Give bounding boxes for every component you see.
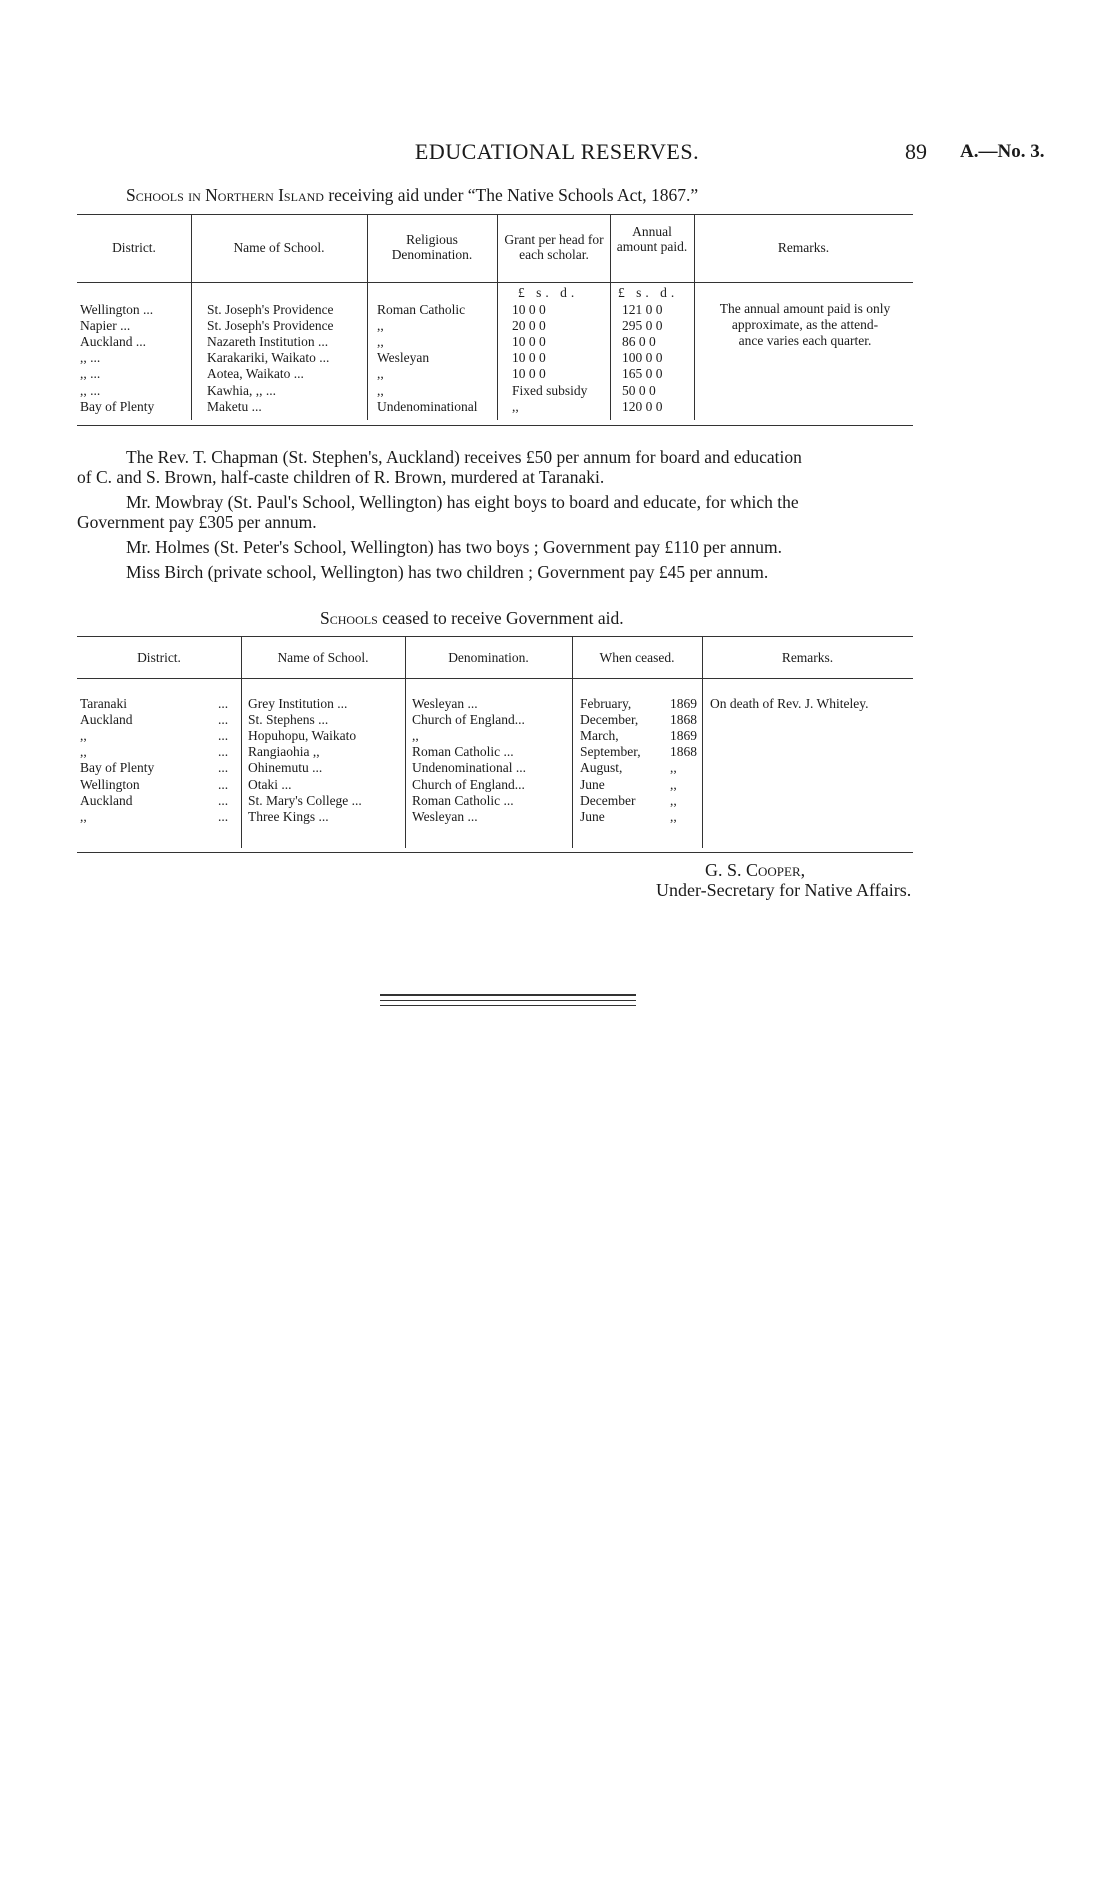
table1-cell-religion: Roman Catholic bbox=[377, 302, 466, 317]
table1-cell-religion: ,, bbox=[377, 334, 384, 350]
table2-cell-d-dots: ... bbox=[218, 776, 229, 792]
table2-cell-when-month: December, bbox=[580, 712, 639, 728]
table1-remarks-line: approximate, as the attend- bbox=[731, 317, 879, 332]
running-title: EDUCATIONAL RESERVES. bbox=[414, 139, 700, 164]
table1-cell-name: Kawhia, ,, ... bbox=[207, 382, 276, 398]
table1-caption bbox=[126, 185, 698, 206]
table2-col-divider bbox=[702, 636, 703, 848]
table2-col-divider bbox=[405, 636, 406, 848]
table1-cell-religion: ,, bbox=[377, 318, 384, 334]
table2-cell-d-dots: ... bbox=[218, 696, 229, 711]
table2-cell-remarks: On death of Rev. J. Whiteley. bbox=[710, 696, 869, 711]
table2-caption bbox=[320, 608, 624, 629]
table1-cell-religion: Undenominational bbox=[377, 398, 478, 414]
table2-cell-name: Rangiaohia ,, bbox=[248, 744, 320, 760]
table2-cell-district: ,, bbox=[80, 728, 87, 744]
table2-cell-district: ,, bbox=[80, 744, 87, 760]
table2-cell-when-year: 1868 bbox=[670, 712, 697, 728]
table1-cell-name: Karakariki, Waikato ... bbox=[207, 350, 330, 366]
table2-header-rule bbox=[77, 678, 913, 679]
table1-cell-annual: 120 0 0 bbox=[622, 398, 663, 414]
table1-cell-annual: 100 0 0 bbox=[622, 350, 663, 366]
table1-cell-grant: 10 0 0 bbox=[512, 350, 546, 366]
table2-cell-when-month: June bbox=[580, 808, 605, 824]
table1-cell-grant: 20 0 0 bbox=[512, 318, 546, 334]
table2-cell-name: St. Stephens ... bbox=[248, 712, 329, 728]
page-number: 89 bbox=[905, 139, 927, 164]
table1-cell-name: Nazareth Institution ... bbox=[207, 334, 329, 350]
table1-top-rule bbox=[77, 214, 913, 215]
table2-cell-d-dots: ... bbox=[218, 808, 229, 824]
table2-cell-district: Auckland bbox=[80, 712, 133, 728]
table2-cell-denomination: ,, bbox=[412, 728, 419, 744]
table1-caption-lead: Schools in Northern Island bbox=[126, 185, 324, 205]
table2-cell-when-month: September, bbox=[580, 744, 641, 760]
table2-cell-denomination: Roman Catholic ... bbox=[412, 792, 514, 808]
table2-cell-when-year: 1868 bbox=[670, 744, 697, 760]
paragraph-holmes: Mr. Holmes (St. Peter's School, Wellington) has two boys ; Government pay £110 per annum. bbox=[126, 537, 782, 557]
table1-header-annual: Annual amount paid. bbox=[616, 224, 688, 254]
table2-cell-when-year: 1869 bbox=[670, 728, 697, 744]
table2-cell-when-year: ,, bbox=[670, 776, 677, 792]
table2-top-rule bbox=[77, 636, 913, 637]
table1-cell-name: St. Joseph's Providence bbox=[207, 302, 334, 317]
table2-cell-d-dots: ... bbox=[218, 744, 229, 760]
paragraph-mowbray-line1: Mr. Mowbray (St. Paul's School, Wellington) has eight boys to board and educate, for which the bbox=[126, 492, 799, 512]
table1-cell-district: Napier ... bbox=[80, 318, 131, 334]
table1-header-remarks: Remarks. bbox=[777, 240, 830, 255]
table1-header-district: District. bbox=[112, 240, 156, 255]
table2-col-divider bbox=[572, 636, 573, 848]
table1-cell-name: Aotea, Waikato ... bbox=[207, 366, 304, 382]
table2-cell-name: Grey Institution ... bbox=[248, 696, 348, 711]
table1-cell-grant: Fixed subsidy bbox=[512, 382, 588, 398]
table2-cell-name: Three Kings ... bbox=[248, 808, 329, 824]
table2-header-when: When ceased. bbox=[599, 650, 675, 665]
table2-header-district: District. bbox=[137, 650, 181, 665]
table2-bottom-rule bbox=[77, 852, 913, 853]
table2-caption-lead: Schools bbox=[320, 608, 378, 628]
table1-grant-units: £ s. d. bbox=[518, 285, 579, 300]
table1-header-religion: Religious Denomination. bbox=[391, 232, 473, 262]
table1-cell-annual: 50 0 0 bbox=[622, 382, 656, 398]
paragraph-chapman-line2: of C. and S. Brown, half-caste children of R. Brown, murdered at Taranaki. bbox=[77, 467, 605, 487]
table1-cell-annual: 121 0 0 bbox=[622, 302, 663, 317]
table2-cell-name: Hopuhopu, Waikato bbox=[248, 728, 357, 744]
table1-cell-name: Maketu ... bbox=[207, 398, 262, 414]
signature-name: G. S. Cooper, bbox=[705, 860, 806, 880]
table1-annual-units: £ s. d. bbox=[618, 285, 679, 300]
table2-cell-d-dots: ... bbox=[218, 712, 229, 728]
table2-cell-denomination: Roman Catholic ... bbox=[412, 744, 514, 760]
table2-cell-when-year: 1869 bbox=[670, 696, 697, 711]
table2-cell-denomination: Wesleyan ... bbox=[412, 696, 478, 711]
table1-cell-district: Bay of Plenty bbox=[80, 398, 155, 414]
table2-cell-when-month: August, bbox=[580, 760, 623, 776]
closing-rule bbox=[380, 994, 636, 996]
table2-cell-when-year: ,, bbox=[670, 792, 677, 808]
table2-header-name: Name of School. bbox=[277, 650, 369, 665]
table2-cell-denomination: Undenominational ... bbox=[412, 760, 526, 776]
table2-col-divider bbox=[241, 636, 242, 848]
table2-cell-when-year: ,, bbox=[670, 808, 677, 824]
table2-cell-when-month: March, bbox=[580, 728, 619, 744]
table2-header-denomination: Denomination. bbox=[448, 650, 529, 665]
table1-cell-grant: 10 0 0 bbox=[512, 302, 546, 317]
table1-cell-district: ,, ... bbox=[80, 350, 101, 366]
closing-rule bbox=[380, 1005, 636, 1006]
table2-cell-when-month: February, bbox=[580, 696, 632, 711]
table1-bottom-rule bbox=[77, 425, 913, 426]
table2-cell-when-month: December bbox=[580, 792, 636, 808]
table2-cell-d-dots: ... bbox=[218, 792, 229, 808]
table2-cell-district: Wellington bbox=[80, 776, 140, 792]
paragraph-chapman-line1: The Rev. T. Chapman (St. Stephen's, Auckland) receives £50 per annum for board and education bbox=[126, 447, 802, 467]
table2-cell-name: Ohinemutu ... bbox=[248, 760, 323, 776]
closing-rule bbox=[380, 1000, 636, 1001]
table2-cell-when-month: June bbox=[580, 776, 605, 792]
table1-cell-annual: 86 0 0 bbox=[622, 334, 656, 350]
table1-col-divider bbox=[497, 214, 498, 420]
table1-cell-district: Auckland ... bbox=[80, 334, 146, 350]
table1-cell-religion: Wesleyan bbox=[377, 350, 430, 366]
table1-remarks-line: ance varies each quarter. bbox=[738, 333, 872, 348]
table2-cell-denomination: Wesleyan ... bbox=[412, 808, 478, 824]
paragraph-mowbray-line2: Government pay £305 per annum. bbox=[77, 512, 317, 532]
table1-cell-name: St. Joseph's Providence bbox=[207, 318, 334, 334]
table2-cell-d-dots: ... bbox=[218, 760, 229, 776]
table2-cell-name: Otaki ... bbox=[248, 776, 292, 792]
table1-cell-grant: ,, bbox=[512, 398, 519, 414]
table1-cell-religion: ,, bbox=[377, 366, 384, 382]
table2-cell-district: Auckland bbox=[80, 792, 133, 808]
table2-cell-name: St. Mary's College ... bbox=[248, 792, 362, 808]
table1-cell-district: ,, ... bbox=[80, 366, 101, 382]
table2-cell-denomination: Church of England... bbox=[412, 776, 525, 792]
signature-title: Under-Secretary for Native Affairs. bbox=[656, 880, 912, 900]
table1-col-divider bbox=[367, 214, 368, 420]
table1-cell-religion: ,, bbox=[377, 382, 384, 398]
table1-remarks-line: The annual amount paid is only bbox=[719, 301, 891, 316]
table1-cell-grant: 10 0 0 bbox=[512, 366, 546, 382]
table1-cell-annual: 295 0 0 bbox=[622, 318, 663, 334]
table2-caption-rest: ceased to receive Government aid. bbox=[382, 608, 624, 628]
table2-cell-district: ,, bbox=[80, 808, 87, 824]
table1-cell-district: Wellington ... bbox=[80, 302, 154, 317]
table1-col-divider bbox=[610, 214, 611, 420]
table2-cell-when-year: ,, bbox=[670, 760, 677, 776]
table1-header-rule bbox=[77, 282, 913, 283]
table2-cell-district: Bay of Plenty bbox=[80, 760, 155, 776]
table1-cell-annual: 165 0 0 bbox=[622, 366, 663, 382]
table2-cell-d-dots: ... bbox=[218, 728, 229, 744]
table1-cell-district: ,, ... bbox=[80, 382, 101, 398]
table1-caption-rest: receiving aid under “The Native Schools Act, 1867.” bbox=[328, 185, 699, 205]
table1-header-grant: Grant per head for each scholar. bbox=[504, 232, 604, 262]
table2-cell-denomination: Church of England... bbox=[412, 712, 525, 728]
table2-cell-district: Taranaki bbox=[80, 696, 128, 711]
document-reference: A.—No. 3. bbox=[960, 141, 1045, 162]
table1-header-name: Name of School. bbox=[233, 240, 325, 255]
table2-header-remarks: Remarks. bbox=[781, 650, 834, 665]
table1-cell-grant: 10 0 0 bbox=[512, 334, 546, 350]
paragraph-birch: Miss Birch (private school, Wellington) has two children ; Government pay £45 per annum. bbox=[126, 562, 769, 582]
